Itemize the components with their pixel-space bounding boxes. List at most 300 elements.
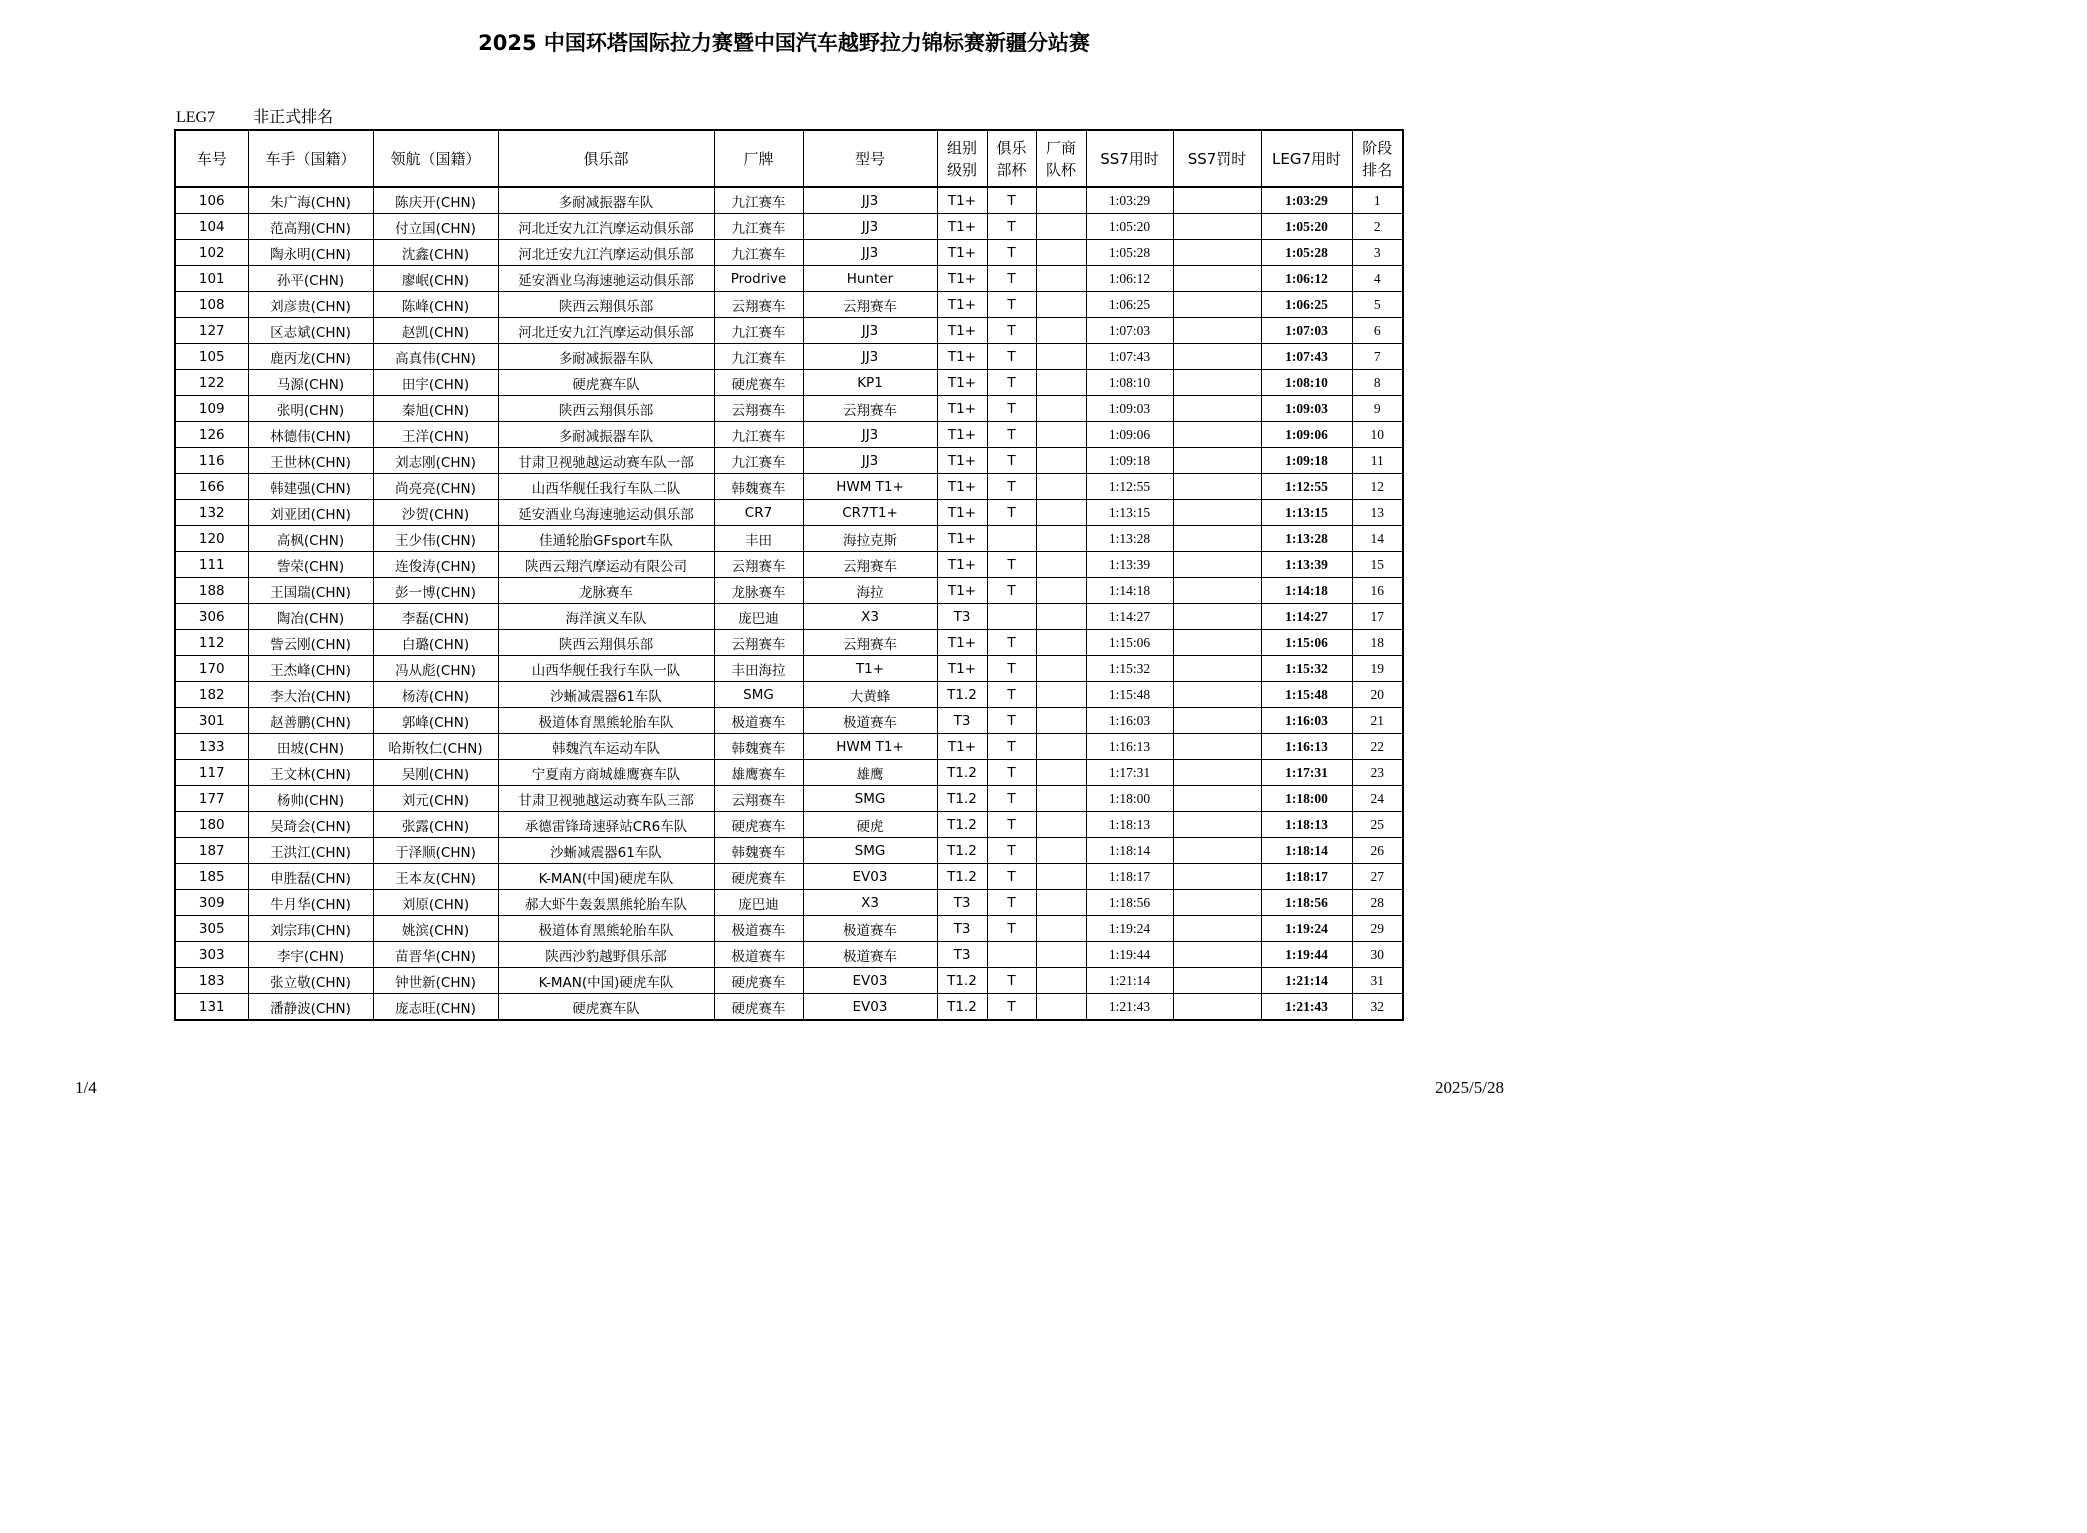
ss7-time-cell: 1:15:32 — [1086, 656, 1173, 682]
maker-cup-cell — [1036, 994, 1086, 1021]
car-number: 106 — [175, 187, 248, 214]
ss7-time-cell: 1:16:03 — [1086, 708, 1173, 734]
class-cell: T1+ — [937, 292, 987, 318]
ss7-time-cell: 1:06:25 — [1086, 292, 1173, 318]
driver-cell: 张立敬(CHN) — [248, 968, 373, 994]
car-number: 131 — [175, 994, 248, 1021]
club-cell: 河北迁安九江汽摩运动俱乐部 — [498, 214, 714, 240]
maker-cup-cell — [1036, 526, 1086, 552]
model-cell: X3 — [803, 890, 937, 916]
ss7-time-cell: 1:09:18 — [1086, 448, 1173, 474]
codriver-cell: 哈斯牧仁(CHN) — [373, 734, 498, 760]
driver-cell: 张明(CHN) — [248, 396, 373, 422]
maker-cup-cell — [1036, 968, 1086, 994]
stage-rank-cell: 31 — [1352, 968, 1403, 994]
leg7-time-cell: 1:05:28 — [1261, 240, 1352, 266]
class-cell: T1.2 — [937, 786, 987, 812]
table-row — [175, 812, 1403, 838]
table-row — [175, 734, 1403, 760]
codriver-cell: 钟世新(CHN) — [373, 968, 498, 994]
brand-cell: 九江赛车 — [714, 422, 803, 448]
club-cup-cell: T — [987, 630, 1036, 656]
stage-rank-cell: 1 — [1352, 187, 1403, 214]
model-cell: SMG — [803, 786, 937, 812]
maker-cup-cell — [1036, 760, 1086, 786]
driver-cell: 刘宗玮(CHN) — [248, 916, 373, 942]
codriver-cell: 刘元(CHN) — [373, 786, 498, 812]
leg-label: LEG7 — [176, 109, 216, 126]
codriver-cell: 吴刚(CHN) — [373, 760, 498, 786]
stage-rank-cell: 24 — [1352, 786, 1403, 812]
club-cup-cell: T — [987, 968, 1036, 994]
col-header: 厂商 队杯 — [1036, 130, 1086, 187]
codriver-cell: 秦旭(CHN) — [373, 396, 498, 422]
car-number: 112 — [175, 630, 248, 656]
ss7-time-cell: 1:14:18 — [1086, 578, 1173, 604]
club-cup-cell: T — [987, 708, 1036, 734]
stage-rank-cell: 30 — [1352, 942, 1403, 968]
club-cup-cell: T — [987, 994, 1036, 1021]
table-row — [175, 578, 1403, 604]
car-number: 101 — [175, 266, 248, 292]
club-cell: 多耐减振器车队 — [498, 344, 714, 370]
brand-cell: 九江赛车 — [714, 344, 803, 370]
club-cell: 甘肃卫视驰越运动赛车队三部 — [498, 786, 714, 812]
model-cell: JJ3 — [803, 187, 937, 214]
brand-cell: 云翔赛车 — [714, 630, 803, 656]
table-row — [175, 370, 1403, 396]
model-cell: 海拉克斯 — [803, 526, 937, 552]
brand-cell: 九江赛车 — [714, 318, 803, 344]
maker-cup-cell — [1036, 682, 1086, 708]
table-row — [175, 187, 1403, 214]
ss7-penalty-cell — [1173, 552, 1261, 578]
col-header: SS7罚时 — [1173, 130, 1261, 187]
model-cell: 大黄蜂 — [803, 682, 937, 708]
ss7-penalty-cell — [1173, 942, 1261, 968]
codriver-cell: 陈峰(CHN) — [373, 292, 498, 318]
ss7-time-cell: 1:15:48 — [1086, 682, 1173, 708]
ss7-penalty-cell — [1173, 968, 1261, 994]
car-number: 166 — [175, 474, 248, 500]
car-number: 120 — [175, 526, 248, 552]
leg7-time-cell: 1:06:25 — [1261, 292, 1352, 318]
table-row — [175, 890, 1403, 916]
club-cup-cell: T — [987, 396, 1036, 422]
car-number: 102 — [175, 240, 248, 266]
stage-rank-cell: 6 — [1352, 318, 1403, 344]
driver-cell: 陶冶(CHN) — [248, 604, 373, 630]
codriver-cell: 沙贺(CHN) — [373, 500, 498, 526]
club-cup-cell: T — [987, 448, 1036, 474]
table-row — [175, 500, 1403, 526]
ss7-penalty-cell — [1173, 812, 1261, 838]
car-number: 104 — [175, 214, 248, 240]
driver-cell: 吴琦会(CHN) — [248, 812, 373, 838]
table-row — [175, 682, 1403, 708]
class-cell: T1+ — [937, 448, 987, 474]
club-cell: 陕西沙豹越野俱乐部 — [498, 942, 714, 968]
codriver-cell: 杨涛(CHN) — [373, 682, 498, 708]
model-cell: EV03 — [803, 864, 937, 890]
ss7-time-cell: 1:07:43 — [1086, 344, 1173, 370]
ss7-penalty-cell — [1173, 760, 1261, 786]
brand-cell: 极道赛车 — [714, 708, 803, 734]
table-row — [175, 526, 1403, 552]
ss7-time-cell: 1:18:56 — [1086, 890, 1173, 916]
class-cell: T1+ — [937, 344, 987, 370]
model-cell: 极道赛车 — [803, 942, 937, 968]
club-cell: 沙蜥减震器61车队 — [498, 682, 714, 708]
brand-cell: 庞巴迪 — [714, 604, 803, 630]
club-cell: 极道体育黑熊轮胎车队 — [498, 916, 714, 942]
table-row — [175, 318, 1403, 344]
club-cell: 陕西云翔俱乐部 — [498, 396, 714, 422]
car-number: 306 — [175, 604, 248, 630]
leg7-time-cell: 1:19:24 — [1261, 916, 1352, 942]
ss7-time-cell: 1:19:44 — [1086, 942, 1173, 968]
ss7-penalty-cell — [1173, 682, 1261, 708]
brand-cell: 龙脉赛车 — [714, 578, 803, 604]
class-cell: T1+ — [937, 474, 987, 500]
stage-rank-cell: 10 — [1352, 422, 1403, 448]
leg7-time-cell: 1:18:00 — [1261, 786, 1352, 812]
driver-cell: 刘彦贵(CHN) — [248, 292, 373, 318]
club-cell: 陕西云翔俱乐部 — [498, 630, 714, 656]
ss7-time-cell: 1:18:00 — [1086, 786, 1173, 812]
club-cell: 山西华舰任我行车队二队 — [498, 474, 714, 500]
club-cup-cell: T — [987, 214, 1036, 240]
stage-rank-cell: 27 — [1352, 864, 1403, 890]
class-cell: T3 — [937, 916, 987, 942]
codriver-cell: 张露(CHN) — [373, 812, 498, 838]
class-cell: T1+ — [937, 526, 987, 552]
club-cup-cell: T — [987, 344, 1036, 370]
club-cup-cell: T — [987, 916, 1036, 942]
maker-cup-cell — [1036, 292, 1086, 318]
ss7-time-cell: 1:09:03 — [1086, 396, 1173, 422]
model-cell: JJ3 — [803, 344, 937, 370]
header-row — [175, 130, 1403, 187]
page-number: 1/4 — [75, 1078, 97, 1097]
club-cell: 多耐减振器车队 — [498, 187, 714, 214]
club-cup-cell: T — [987, 422, 1036, 448]
club-cell: 甘肃卫视驰越运动赛车队一部 — [498, 448, 714, 474]
driver-cell: 高枫(CHN) — [248, 526, 373, 552]
stage-rank-cell: 7 — [1352, 344, 1403, 370]
car-number: 309 — [175, 890, 248, 916]
maker-cup-cell — [1036, 630, 1086, 656]
codriver-cell: 苗晋华(CHN) — [373, 942, 498, 968]
brand-cell: 丰田海拉 — [714, 656, 803, 682]
ss7-penalty-cell — [1173, 187, 1261, 214]
stage-rank-cell: 13 — [1352, 500, 1403, 526]
club-cell: 极道体育黑熊轮胎车队 — [498, 708, 714, 734]
car-number: 305 — [175, 916, 248, 942]
class-cell: T3 — [937, 708, 987, 734]
stage-rank-cell: 15 — [1352, 552, 1403, 578]
ss7-penalty-cell — [1173, 656, 1261, 682]
leg7-time-cell: 1:13:39 — [1261, 552, 1352, 578]
leg7-time-cell: 1:21:14 — [1261, 968, 1352, 994]
table-row — [175, 968, 1403, 994]
table-row — [175, 838, 1403, 864]
stage-rank-cell: 22 — [1352, 734, 1403, 760]
club-cup-cell: T — [987, 240, 1036, 266]
club-cell: 韩魏汽车运动车队 — [498, 734, 714, 760]
class-cell: T1+ — [937, 630, 987, 656]
ss7-time-cell: 1:03:29 — [1086, 187, 1173, 214]
driver-cell: 范高翔(CHN) — [248, 214, 373, 240]
maker-cup-cell — [1036, 812, 1086, 838]
ss7-penalty-cell — [1173, 864, 1261, 890]
class-cell: T1.2 — [937, 682, 987, 708]
stage-rank-cell: 20 — [1352, 682, 1403, 708]
ss7-penalty-cell — [1173, 604, 1261, 630]
ss7-penalty-cell — [1173, 838, 1261, 864]
brand-cell: 极道赛车 — [714, 942, 803, 968]
maker-cup-cell — [1036, 838, 1086, 864]
leg7-time-cell: 1:17:31 — [1261, 760, 1352, 786]
model-cell: JJ3 — [803, 448, 937, 474]
ss7-penalty-cell — [1173, 994, 1261, 1021]
class-cell: T1+ — [937, 500, 987, 526]
driver-cell: 王国瑞(CHN) — [248, 578, 373, 604]
stage-rank-cell: 4 — [1352, 266, 1403, 292]
club-cell: 陕西云翔汽摩运动有限公司 — [498, 552, 714, 578]
codriver-cell: 冯从彪(CHN) — [373, 656, 498, 682]
ss7-time-cell: 1:19:24 — [1086, 916, 1173, 942]
club-cell: 延安酒业乌海速驰运动俱乐部 — [498, 500, 714, 526]
ss7-penalty-cell — [1173, 786, 1261, 812]
model-cell: 硬虎 — [803, 812, 937, 838]
table-row — [175, 266, 1403, 292]
car-number: 170 — [175, 656, 248, 682]
maker-cup-cell — [1036, 240, 1086, 266]
col-header: 阶段 排名 — [1352, 130, 1403, 187]
club-cup-cell: T — [987, 838, 1036, 864]
ss7-penalty-cell — [1173, 344, 1261, 370]
leg7-time-cell: 1:05:20 — [1261, 214, 1352, 240]
car-number: 182 — [175, 682, 248, 708]
model-cell: EV03 — [803, 994, 937, 1021]
ss7-penalty-cell — [1173, 734, 1261, 760]
ss7-penalty-cell — [1173, 890, 1261, 916]
club-cup-cell: T — [987, 656, 1036, 682]
ss7-penalty-cell — [1173, 526, 1261, 552]
club-cell: 河北迁安九江汽摩运动俱乐部 — [498, 318, 714, 344]
class-cell: T1+ — [937, 370, 987, 396]
model-cell: JJ3 — [803, 214, 937, 240]
brand-cell: 丰田 — [714, 526, 803, 552]
car-number: 108 — [175, 292, 248, 318]
codriver-cell: 廖岷(CHN) — [373, 266, 498, 292]
class-cell: T3 — [937, 890, 987, 916]
maker-cup-cell — [1036, 942, 1086, 968]
club-cell: K-MAN(中国)硬虎车队 — [498, 864, 714, 890]
col-header: 车号 — [175, 130, 248, 187]
class-cell: T1+ — [937, 578, 987, 604]
maker-cup-cell — [1036, 734, 1086, 760]
ss7-penalty-cell — [1173, 708, 1261, 734]
class-cell: T1+ — [937, 656, 987, 682]
brand-cell: 硬虎赛车 — [714, 968, 803, 994]
codriver-cell: 王本友(CHN) — [373, 864, 498, 890]
table-row — [175, 344, 1403, 370]
maker-cup-cell — [1036, 552, 1086, 578]
maker-cup-cell — [1036, 604, 1086, 630]
driver-cell: 訾荣(CHN) — [248, 552, 373, 578]
codriver-cell: 王少伟(CHN) — [373, 526, 498, 552]
maker-cup-cell — [1036, 344, 1086, 370]
codriver-cell: 姚滨(CHN) — [373, 916, 498, 942]
club-cell: 沙蜥减震器61车队 — [498, 838, 714, 864]
codriver-cell: 陈庆开(CHN) — [373, 187, 498, 214]
model-cell: HWM T1+ — [803, 734, 937, 760]
col-header: 车手（国籍） — [248, 130, 373, 187]
maker-cup-cell — [1036, 916, 1086, 942]
brand-cell: 硬虎赛车 — [714, 864, 803, 890]
col-header: 领航（国籍） — [373, 130, 498, 187]
leg7-time-cell: 1:15:06 — [1261, 630, 1352, 656]
table-row — [175, 786, 1403, 812]
codriver-cell: 赵凯(CHN) — [373, 318, 498, 344]
driver-cell: 田坡(CHN) — [248, 734, 373, 760]
maker-cup-cell — [1036, 396, 1086, 422]
leg7-time-cell: 1:07:43 — [1261, 344, 1352, 370]
club-cell: 多耐减振器车队 — [498, 422, 714, 448]
leg7-time-cell: 1:09:06 — [1261, 422, 1352, 448]
class-cell: T1.2 — [937, 812, 987, 838]
brand-cell: 庞巴迪 — [714, 890, 803, 916]
leg7-time-cell: 1:21:43 — [1261, 994, 1352, 1021]
model-cell: 极道赛车 — [803, 916, 937, 942]
class-cell: T1+ — [937, 318, 987, 344]
ss7-time-cell: 1:17:31 — [1086, 760, 1173, 786]
leg7-time-cell: 1:18:56 — [1261, 890, 1352, 916]
table-row — [175, 292, 1403, 318]
codriver-cell: 付立国(CHN) — [373, 214, 498, 240]
codriver-cell: 田宇(CHN) — [373, 370, 498, 396]
maker-cup-cell — [1036, 578, 1086, 604]
leg7-time-cell: 1:15:48 — [1261, 682, 1352, 708]
maker-cup-cell — [1036, 474, 1086, 500]
class-cell: T1.2 — [937, 864, 987, 890]
driver-cell: 马源(CHN) — [248, 370, 373, 396]
leg7-time-cell: 1:14:27 — [1261, 604, 1352, 630]
codriver-cell: 庞志旺(CHN) — [373, 994, 498, 1021]
model-cell: JJ3 — [803, 422, 937, 448]
stage-rank-cell: 9 — [1352, 396, 1403, 422]
ss7-penalty-cell — [1173, 370, 1261, 396]
club-cup-cell: T — [987, 318, 1036, 344]
car-number: 188 — [175, 578, 248, 604]
ss7-penalty-cell — [1173, 916, 1261, 942]
driver-cell: 潘静波(CHN) — [248, 994, 373, 1021]
club-cell: 海洋演义车队 — [498, 604, 714, 630]
class-cell: T1+ — [937, 422, 987, 448]
ss7-time-cell: 1:07:03 — [1086, 318, 1173, 344]
leg7-time-cell: 1:16:13 — [1261, 734, 1352, 760]
stage-rank-cell: 29 — [1352, 916, 1403, 942]
model-cell: 极道赛车 — [803, 708, 937, 734]
club-cell: 山西华舰任我行车队一队 — [498, 656, 714, 682]
driver-cell: 牛月华(CHN) — [248, 890, 373, 916]
club-cell: 河北迁安九江汽摩运动俱乐部 — [498, 240, 714, 266]
table-row — [175, 604, 1403, 630]
driver-cell: 王世林(CHN) — [248, 448, 373, 474]
codriver-cell: 彭一博(CHN) — [373, 578, 498, 604]
car-number: 122 — [175, 370, 248, 396]
stage-rank-cell: 14 — [1352, 526, 1403, 552]
ss7-time-cell: 1:13:39 — [1086, 552, 1173, 578]
model-cell: EV03 — [803, 968, 937, 994]
codriver-cell: 于泽顺(CHN) — [373, 838, 498, 864]
col-header: LEG7用时 — [1261, 130, 1352, 187]
ss7-penalty-cell — [1173, 500, 1261, 526]
codriver-cell: 郭峰(CHN) — [373, 708, 498, 734]
ss7-time-cell: 1:06:12 — [1086, 266, 1173, 292]
car-number: 105 — [175, 344, 248, 370]
document-title: 2025 中国环塔国际拉力赛暨中国汽车越野拉力锦标赛新疆分站赛 — [478, 31, 1090, 55]
car-number: 111 — [175, 552, 248, 578]
stage-rank-cell: 32 — [1352, 994, 1403, 1021]
stage-rank-cell: 8 — [1352, 370, 1403, 396]
club-cell: 延安酒业乌海速驰运动俱乐部 — [498, 266, 714, 292]
driver-cell: 刘亚团(CHN) — [248, 500, 373, 526]
ss7-time-cell: 1:18:14 — [1086, 838, 1173, 864]
table-row — [175, 474, 1403, 500]
brand-cell: 韩魏赛车 — [714, 838, 803, 864]
maker-cup-cell — [1036, 214, 1086, 240]
model-cell: X3 — [803, 604, 937, 630]
leg7-time-cell: 1:18:14 — [1261, 838, 1352, 864]
ranking-status: 非正式排名 — [253, 109, 334, 126]
leg7-time-cell: 1:06:12 — [1261, 266, 1352, 292]
class-cell: T1+ — [937, 266, 987, 292]
codriver-cell: 白璐(CHN) — [373, 630, 498, 656]
stage-rank-cell: 18 — [1352, 630, 1403, 656]
car-number: 127 — [175, 318, 248, 344]
model-cell: JJ3 — [803, 318, 937, 344]
ss7-time-cell: 1:12:55 — [1086, 474, 1173, 500]
table-row — [175, 656, 1403, 682]
table-row — [175, 630, 1403, 656]
ss7-time-cell: 1:08:10 — [1086, 370, 1173, 396]
maker-cup-cell — [1036, 370, 1086, 396]
driver-cell: 李大治(CHN) — [248, 682, 373, 708]
class-cell: T1+ — [937, 552, 987, 578]
brand-cell: 极道赛车 — [714, 916, 803, 942]
ss7-penalty-cell — [1173, 240, 1261, 266]
brand-cell: 九江赛车 — [714, 240, 803, 266]
table-row — [175, 708, 1403, 734]
stage-rank-cell: 2 — [1352, 214, 1403, 240]
table-row — [175, 448, 1403, 474]
table-row — [175, 942, 1403, 968]
club-cell: 硬虎赛车队 — [498, 370, 714, 396]
maker-cup-cell — [1036, 864, 1086, 890]
club-cell: 硬虎赛车队 — [498, 994, 714, 1021]
brand-cell: 硬虎赛车 — [714, 812, 803, 838]
codriver-cell: 连俊涛(CHN) — [373, 552, 498, 578]
codriver-cell: 沈鑫(CHN) — [373, 240, 498, 266]
club-cup-cell: T — [987, 292, 1036, 318]
print-date: 2025/5/28 — [1435, 1078, 1504, 1097]
model-cell: Hunter — [803, 266, 937, 292]
class-cell: T1.2 — [937, 994, 987, 1021]
model-cell: 海拉 — [803, 578, 937, 604]
